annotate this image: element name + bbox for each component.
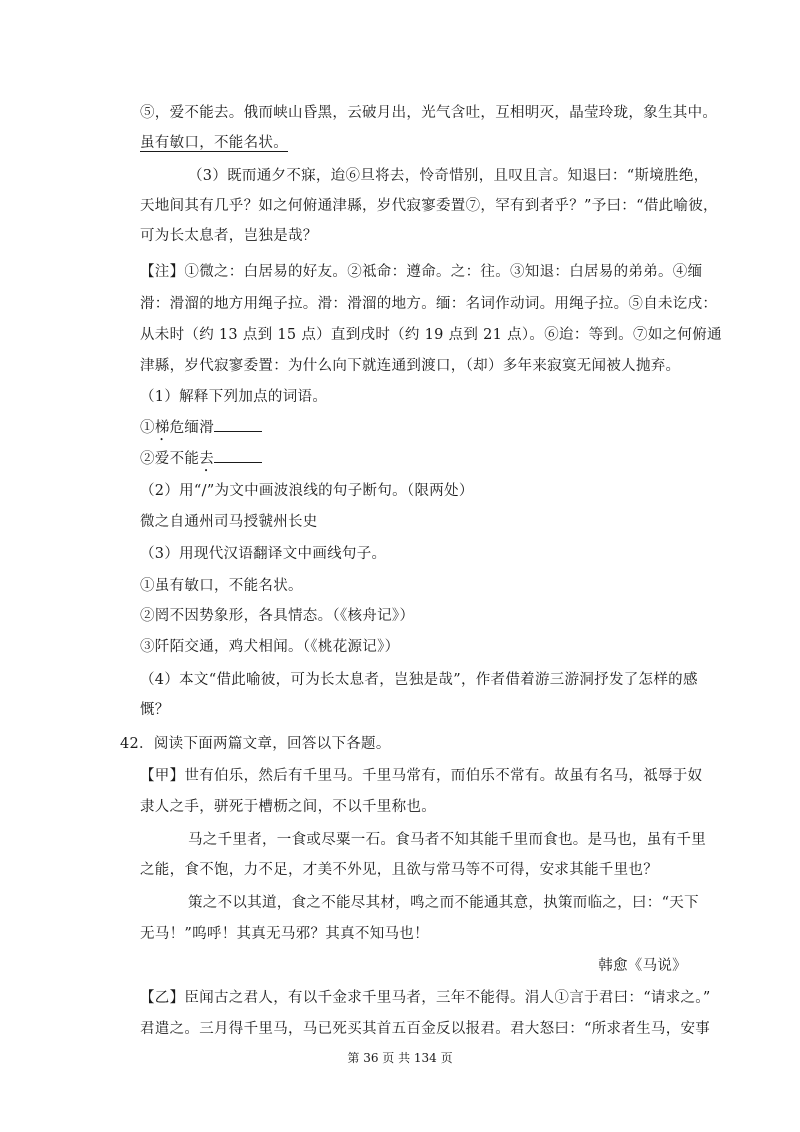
text-line: 隶人之手，骈死于槽枥之间，不以千里称也。 — [140, 799, 436, 815]
text-line: 策之不以其道，食之不能尽其材，鸣之而不能通其意，执策而临之，曰：“天下 — [188, 895, 699, 911]
question-line: 慨？ — [140, 702, 170, 718]
question-line: （1）解释下列加点的词语。 — [140, 389, 328, 405]
underlined-sentence: 虽有敏口，不能名状。 — [140, 135, 288, 151]
note-line: 【注】①微之：白居易的好友。②祗命：遵命。之：往。③知退：白居易的弟弟。④缅 — [140, 264, 703, 280]
question-line: （4）本文“借此喻彼，可为长太息者，岂独是哉”，作者借着游三游洞抒发了怎样的感 — [140, 672, 698, 688]
note-line: 津縣，岁代寂寥委置：为什么向下就连通到渡口，（却）多年来寂寞无闻被人抛弃。 — [140, 358, 681, 374]
answer-blank[interactable] — [214, 448, 262, 463]
item-text: ②爱不能 — [140, 451, 200, 467]
text-line: 可为长太息者，岂独是哉？ — [140, 228, 318, 244]
dotted-word: 去 — [199, 451, 215, 467]
text-line: 马之千里者，一食或尽粟一石。食马者不知其能千里而食也。是马也，虽有千里 — [188, 832, 706, 848]
text-line: 【乙】臣闻古之君人，有以千金求千里马者，三年不能得。涓人①言于君曰：“请求之。” — [140, 990, 711, 1006]
text-line: 天地间其有几乎？如之何俯通津縣，岁代寂寥委置⑦，罕有到者乎？”予曰：“借此喻彼， — [140, 198, 718, 214]
question-item: ①虽有敏口，不能名状。 — [140, 578, 303, 594]
question-item: ③阡陌交通，鸡犬相闻。（《桃花源记》） — [140, 639, 400, 655]
text-line: 无马！”呜呼！其真无马邪？其真不知马也！ — [140, 926, 429, 942]
answer-blank[interactable] — [214, 417, 262, 432]
text-line: 之能，食不饱，力不足，才美不外见，且欲与常马等不可得，安求其能千里也？ — [140, 862, 658, 878]
dotted-word: 梯 — [154, 420, 170, 436]
question-item: ②罔不因势象形，各具情态。（《核舟记》） — [140, 608, 415, 624]
item-text: 危缅滑 — [169, 420, 215, 436]
question-line: （3）用现代汉语翻译文中画线句子。 — [140, 546, 387, 562]
text-line: 【甲】世有伯乐，然后有千里马。千里马常有，而伯乐不常有。故虽有名马，祗辱于奴 — [140, 768, 703, 784]
text-line: 君遣之。三月得千里马，马已死买其首五百金反以报君。君大怒曰：“所求者生马，安事 — [140, 1021, 711, 1037]
source-attribution: 韩愈《马说》 — [598, 958, 687, 974]
text-line: （3）既而通夕不寐，迨⑥旦将去，怜奇惜别，且叹且言。知退曰：“斯境胜绝， — [188, 168, 709, 184]
text-line: ⑤，爱不能去。俄而峡山昏黑，云破月出，光气含吐，互相明灭，晶莹玲珑，象生其中。 — [140, 105, 718, 121]
question-line: （2）用“/”为文中画波浪线的句子断句。（限两处） — [140, 483, 474, 499]
question-item — [140, 417, 262, 444]
text-line: 微之自通州司马授虢州长史 — [140, 514, 318, 530]
question-item — [140, 448, 262, 475]
item-number: ① — [140, 420, 155, 436]
note-line: 从未时（约 13 点到 15 点）直到戌时（约 19 点到 21 点）。⑥迨：等到。⑦如之何俯通 — [140, 327, 722, 343]
page-footer: 第 36 页 共 134 页 — [347, 1051, 453, 1065]
question-heading: 42．阅读下面两篇文章，回答以下各题。 — [120, 736, 391, 752]
note-line: 滑：滑溜的地方用绳子拉。滑：滑溜的地方。缅：名词作动词。用绳子拉。⑤自未讫戌： — [140, 296, 718, 312]
